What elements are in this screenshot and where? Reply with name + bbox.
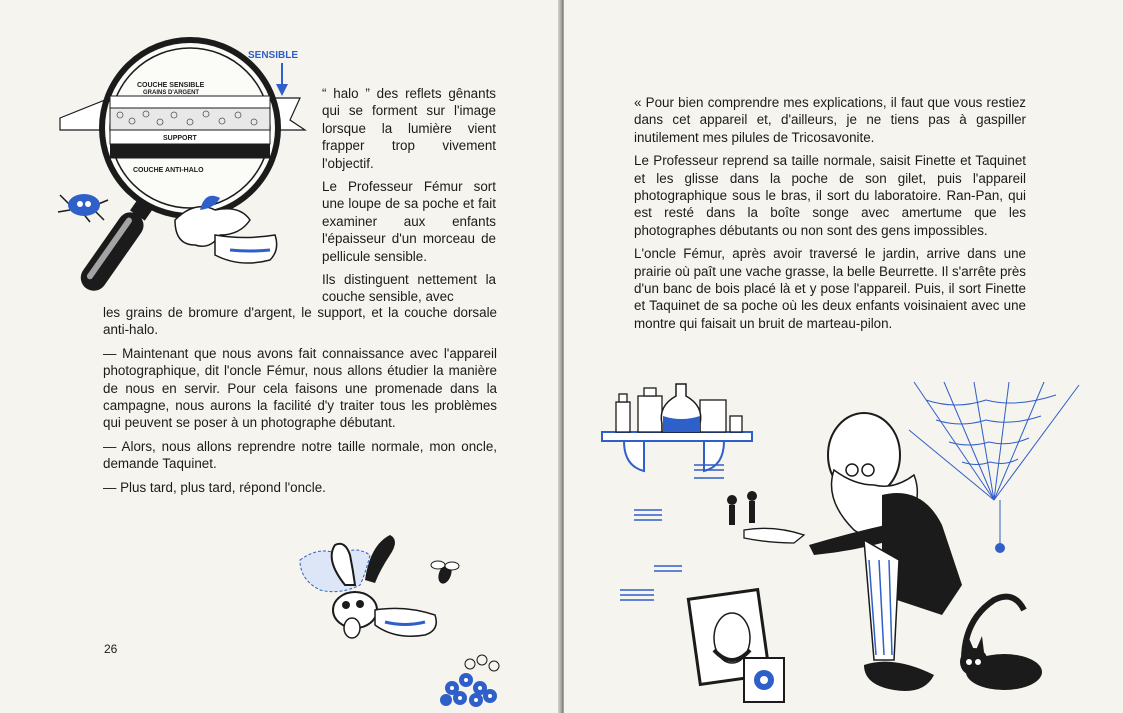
paragraph: “ halo ” des reflets gênants qui se forment sur l'image lorsque la lumière vient frapper trop vivement l'objectif. — [322, 86, 496, 171]
rabbit-illustration — [0, 0, 561, 713]
figure-label-anti-halo: COUCHE ANTI-HALO — [133, 167, 204, 174]
figure-label-support: SUPPORT — [163, 135, 197, 142]
page-number: 26 — [104, 642, 118, 656]
paragraph: « Pour bien comprendre mes explications, il faut que vous restiez dans cet appareil et, d'ailleurs, je ne tiens pas à gaspiller inutilement mes pilules de Tricosavonite. — [634, 95, 1026, 145]
paragraph: — Plus tard, plus tard, répond l'oncle. — [103, 479, 326, 495]
paragraph: — Alors, nous allons reprendre notre taille normale, mon oncle, demande Taquinet. — [103, 438, 497, 472]
figure-label-sensible: SENSIBLE — [248, 50, 299, 61]
right-page — [564, 0, 1123, 713]
paragraph: les grains de bromure d'argent, le support, et la couche dorsale anti-halo. — [103, 305, 497, 338]
figure-label-couche-sensible: COUCHE SENSIBLE — [137, 82, 205, 89]
left-page — [0, 0, 561, 713]
paragraph: — Maintenant que nous avons fait connaissance avec l'appareil photographique, dit l'oncle Fémur, nous allons étudier la manière de nous en servir. Pour cela faisons une promenade dans la campagne, nous aurons la facilité d'y traiter tous les problèmes qui peuvent se poser à un photographe débutant. — [103, 345, 497, 431]
figure-label-grains: GRAINS D'ARGENT — [143, 90, 200, 96]
paragraph: Le Professeur reprend sa taille normale, saisit Finette et Taquinet et les glisse dans la poche de son gilet, puis l'appareil photographique sous le bras, il sort du laboratoire. Ran-Pan, qui est resté dans la boîte songe avec amertume que les photographes débutants ou non sont des gens impossibles. — [634, 153, 1026, 238]
paragraph: L'oncle Fémur, après avoir traversé le jardin, arrive dans une prairie où paît une vache grasse, la belle Beurrette. Il s'arrête près d'un banc de bois placé là et y pose l'appareil. Puis, il sort Finette et Taquinet de sa poche où les deux enfants voisinaient avec une montre qui faisait un bruit de marteau-pilon. — [634, 246, 1026, 331]
paragraph: Le Professeur Fémur sort une loupe de sa poche et fait examiner aux enfants l'épaisseur d'un morceau de pellicule sensible. — [322, 179, 496, 264]
paragraph: Ils distinguent nettement la couche sensible, avec — [322, 272, 496, 305]
professor-illustration — [564, 0, 1123, 713]
